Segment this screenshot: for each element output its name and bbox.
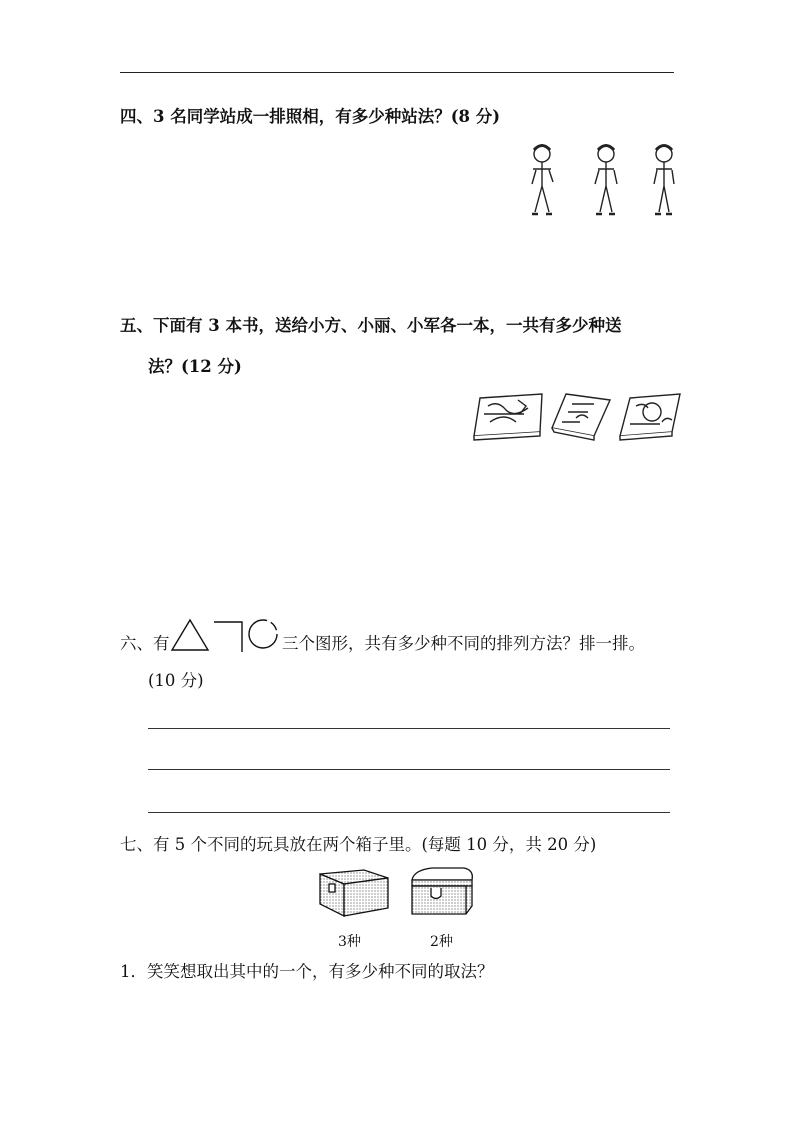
box-label-2: 2种: [430, 934, 453, 950]
student-figure-icon: [595, 146, 617, 215]
answer-line[interactable]: [148, 812, 670, 813]
question-6-suffix: 三个图形，共有多少种不同的排列方法？排一排。: [282, 634, 645, 653]
books-illustration: [468, 392, 688, 444]
header-rule: [120, 72, 674, 73]
question-4-text: 四、3 名同学站成一排照相，有多少种站法？(8 分): [120, 107, 501, 126]
toy-chest-icon: [320, 870, 388, 916]
toy-chests-illustration: [314, 866, 484, 930]
box-label-3: 3种: [338, 934, 361, 950]
question-7-text: 七、有 5 个不同的玩具放在两个箱子里。(每题 10 分，共 20 分): [120, 835, 597, 854]
circle-shape-icon: [249, 620, 277, 648]
book-icon: [474, 394, 542, 440]
question-7-sub1: 1．笑笑想取出其中的一个，有多少种不同的取法？: [120, 962, 494, 981]
question-5-line1: 五、下面有 3 本书，送给小方、小丽、小军各一本，一共有多少种送: [120, 316, 622, 335]
question-6-score: (10 分): [148, 671, 204, 690]
question-6-shapes: [170, 618, 282, 654]
book-icon: [620, 394, 680, 440]
corner-shape-icon: [214, 622, 242, 652]
student-figure-icon: [532, 146, 553, 215]
students-illustration: [522, 142, 682, 218]
book-icon: [552, 394, 610, 440]
answer-line[interactable]: [148, 769, 670, 770]
question-6-prefix: 六、有: [120, 634, 170, 653]
triangle-shape-icon: [172, 620, 208, 650]
question-5-line2: 法？(12 分): [148, 357, 242, 376]
student-figure-icon: [654, 146, 674, 215]
answer-line[interactable]: [148, 728, 670, 729]
toy-chest-icon: [412, 868, 472, 914]
